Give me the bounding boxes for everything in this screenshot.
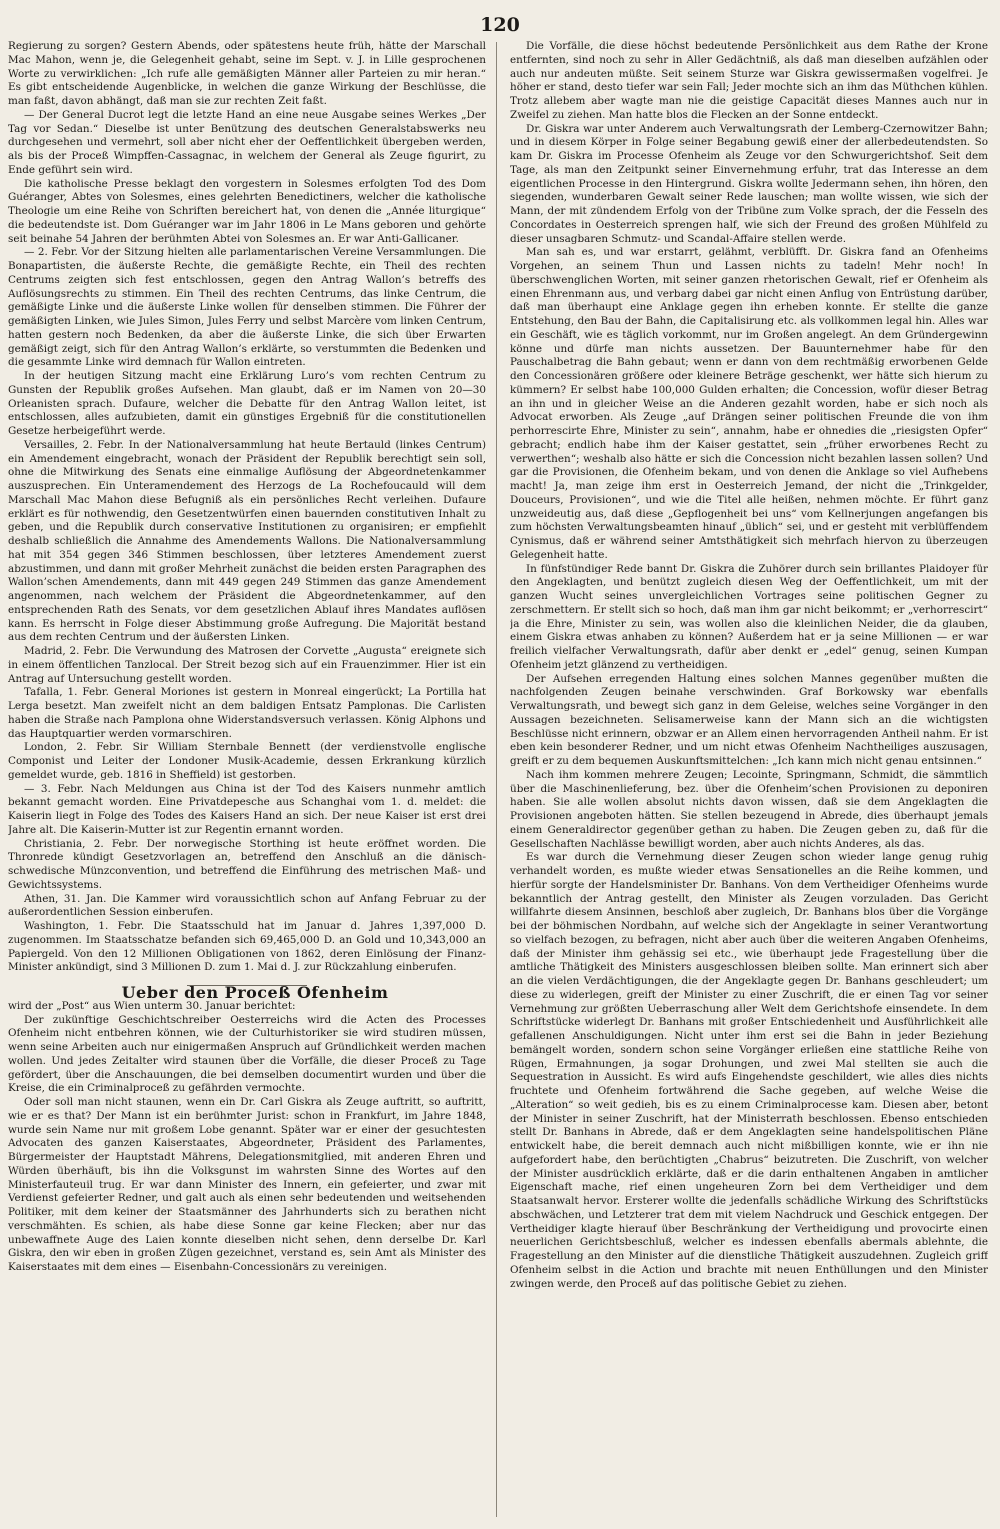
article-paragraph: Athen, 31. Jan. Die Kammer wird voraussichtlich schon auf Anfang Februar zu der außerordentlichen Session einberufen. [8, 892, 486, 919]
article-paragraph: — 2. Febr. Vor der Sitzung hielten alle parlamentarischen Vereine Versammlungen. Die Bonapartisten, die äußerste Rechte, die gemäßigte Rechte, ein Theil des rechten Centrums zeigten sich fest entschlossen, gegen den Antrag Wallon’s betreffs des Auflösungsrechts zu stimmen. Ein Theil des rechten Centrums, das linke Centrum, die gemäßigte Linke und die äußerste Linke wollen für denselben stimmen. Die Führer der gemäßigten Linken, wie Jules Simon, Jules Ferry und selbst Marcère vom linken Centrum, hatten gestern noch Bedenken, da aber die äußerste Linke, die sich über Erwarten gemäßigt zeigt, sich für den Antrag Wallon’s erklärte, so verstummten die Bedenken und die gesammte Linke wird demnach für Wallon eintreten. [8, 246, 486, 369]
article-paragraph: Christiania, 2. Febr. Der norwegische Storthing ist heute eröffnet worden. Die Thronrede kündigt Gesetzvorlagen an, betreffend den Anschluß an die dänisch-schwedische Münzconvention, und betreffend die Einführung des metrischen Maß- und Gewichtssystems. [8, 837, 486, 891]
left-column [8, 40, 486, 1520]
article-paragraph: Tafalla, 1. Febr. General Moriones ist gestern in Monreal eingerückt; La Portilla hat Lerga besetzt. Man zweifelt nicht an dem baldigen Entsatz Pamplonas. Die Carlisten haben die Straße nach Pamplona ohne Widerstandsversuch verlassen. König Alphons und das Hauptquartier werden vormarschiren. [8, 686, 486, 740]
article-paragraph: Die katholische Presse beklagt den vorgestern in Solesmes erfolgten Tod des Dom Guéranger, Abtes von Solesmes, eines gelehrten Benedictiners, welcher die katholische Theologie um eine Reihe von Schriften bereichert hat, von denen die „Année liturgique“ die bedeutendste ist. Dom Guéranger war im Jahr 1806 in Le Mans geboren und gehörte seit beinahe 54 Jahren der berühmten Abtei von Solesmes an. Er war Anti-Gallicaner. [8, 177, 486, 245]
article-paragraph: Es war durch die Vernehmung dieser Zeugen schon wieder lange genug ruhig verhandelt worden, es mußte wieder etwas Sensationelles an die Reihe kommen, und hierfür sorgte der Handelsminister Dr. Banhans. Von dem Vertheidiger Ofenheims wurde bekanntlich der Antrag gestellt, den Minister als Zeugen vorzuladen. Das Gericht willfahrte diesem Ansinnen, beschloß aber zugleich, Dr. Banhans blos über die Vorgänge bei der böhmischen Nordbahn, auf welche sich der Angeklagte in seiner Verantwortung so vielfach bezogen, zu befragen, nicht aber auch über die weiteren Angaben Ofenheims, daß der Minister ihm gehässig sei etc., wie überhaupt jede Fragestellung über die amtliche Thätigkeit des Ministers ausgeschlossen bleiben sollte. Man erinnert sich aber an die vielen Verdächtigungen, die der Angeklagte gegen Dr. Banhans geschleudert; um diese zu widerlegen, greift der Minister zu einer Zuschrift, die er einen Tag vor seiner Vernehmung zur größten Ueberraschung aller Welt dem Gerichtshofe einsendete. In dem Schriftstücke widerlegt Dr. Banhans mit großer Entschiedenheit und Ausführlichkeit alle gefallenen Anschuldigungen. Nicht unter ihm erst sei die Bahn in jeder Beziehung bemängelt worden, sondern schon seine Vorgänger erließen eine stattliche Reihe von Rügen, Ermahnungen, ja sogar Drohungen, und zwei Mal stellten sie auch die Sequestration in Aussicht. Es wird aufs Eingehendste geschildert, wie alles dies nichts fruchtete und Ofenheim fortwährend die Sache gegeben, auf welche Weise die „Alteration“ so weit gedieh, bis es zu einem Criminalprocesse kam. Diesen aber, betont der Minister in seiner Zuschrift, hat der Ministerrath beschlossen. Ebenso entschieden stellt Dr. Banhans in Abrede, daß er dem Angeklagten seine handelspolitischen Pläne entwickelt habe, die bereit demnach auch nicht mißbilligen konnte, wie er ihn nie aufgefordert habe, den berüchtigten „Chabrus“ beizutreten. Die Zuschrift, von welcher der Minister ausdrücklich erklärte, daß er die darin enthaltenen Angaben in amtlicher Eigenschaft mache, rief einen ungeheuren Zorn bei dem Vertheidiger und dem Staatsanwalt hervor. Ersterer wollte die jedenfalls schädliche Wirkung des Schriftstücks abschwächen, und Letzterer trat dem mit vielem Nachdruck und Geschick entgegen. Der Vertheidiger klagte hierauf über Beschränkung der Vertheidigung und provocirte einen neuerlichen Gerichtsbeschluß, welcher es indessen ebenfalls abermals ablehnte, die Fragestellung an den Minister auf die dienstliche Thätigkeit auszudehnen. Zugleich griff Ofenheim selbst in die Action und brachte mit neuen Enthüllungen und den Minister zwingen werde, den Proceß auf das politische Gebiet zu ziehen. [510, 851, 988, 1290]
section-title: Ueber den Proceß Ofenheim [121, 983, 389, 1002]
article-paragraph: Regierung zu sorgen? Gestern Abends, oder spätestens heute früh, hätte der Marschall Mac Mahon, wenn je, die Gelegenheit gehabt, seine im Sept. v. J. in Lille gesprochenen Worte zu verwirklichen: „Ich rufe alle gemäßigten Männer aller Parteien zu mir heran.“ Es gibt entscheidende Augenblicke, in welchen die ganze Wirkung der Beschlüsse, die man faßt, davon abhängt, daß man sie zur rechten Zeit faßt. [8, 40, 486, 107]
article-paragraph: — 3. Febr. Nach Meldungen aus China ist der Tod des Kaisers nunmehr amtlich bekannt gemacht worden. Eine Privatdepesche aus Schanghai vom 1. d. meldet: die Kaiserin liegt in Folge des Todes des Kaisers Hand an sich. Der neue Kaiser ist erst drei Jahre alt. Die Kaiserin-Mutter ist zur Regentin ernannt worden. [8, 782, 486, 836]
article-paragraph: Madrid, 2. Febr. Die Verwundung des Matrosen der Corvette „Augusta“ ereignete sich in einem öffentlichen Tanzlocal. Der Streit bezog sich auf ein Frauenzimmer. Hier ist ein Antrag auf Untersuchung gestellt worden. [8, 645, 486, 685]
page-number: 120 [480, 14, 520, 36]
right-column [510, 40, 988, 1520]
section-intro: wird der „Post“ aus Wien unterm 30. Januar berichtet: [8, 999, 296, 1012]
article-paragraph: Versailles, 2. Febr. In der Nationalversammlung hat heute Bertauld (linkes Centrum) ein Amendement eingebracht, wonach der Präsident der Republik berechtigt sein soll, ohne die Mitwirkung des Senats eine einmalige Auflösung der Abgeordnetenkammer auszusprechen. Ein Unteramendement des Herzogs de La Rochefoucauld will dem Marschall Mac Mahon diese Befugniß als ein persönliches Recht verleihen. Dufaure erklärt es für nothwendig, den Gesetzentwürfen einen bauernden constitutiven Inhalt zu geben, und die Republik durch conservative Institutionen zu organisiren; er empfiehlt deshalb schließlich die Annahme des Amendements Wallons. Die Nationalversammlung hat mit 354 gegen 346 Stimmen beschlossen, über letzteres Amendement zuerst abzustimmen, und dann mit großer Mehrheit zunächst die beiden ersten Paragraphen des Wallon’schen Amendements, dann mit 449 gegen 249 Stimmen das ganze Amendement angenommen, nach welchem der Präsident die Abgeordnetenkammer, auf den entsprechenden Rath des Senats, vor dem gesetzlichen Ablauf ihres Mandates auflösen kann. Es herrscht in Folge dieser Abstimmung große Aufregung. Die Majorität bestand aus dem rechten Centrum und der äußersten Linken. [8, 438, 486, 644]
article-paragraph: Der zukünftige Geschichtschreiber Oesterreichs wird die Acten des Processes Ofenheim nicht entbehren können, wie der Culturhistoriker sie wird studiren müssen, wenn seine Arbeiten auch nur einigermaßen Anspruch auf Gründlichkeit werden machen wollen. Und jedes Zeitalter wird staunen über die Vorfälle, die dieser Proceß zu Tage gefördert, über die Anschauungen, die bei demselben documentirt wurden und über die Kreise, die ein Criminalproceß zu gefährden vermochte. [8, 1013, 486, 1095]
article-paragraph: — Der General Ducrot legt die letzte Hand an eine neue Ausgabe seines Werkes „Der Tag vor Sedan.“ Dieselbe ist unter Benützung des deutschen Generalstabswerks neu durchgesehen und vermehrt, soll aber nicht eher der Oeffentlichkeit übergeben werden, als bis der Proceß Wimpffen-Cassagnac, in welchem der General als Zeuge figurirt, zu Ende geführt sein wird. [8, 108, 486, 176]
article-paragraph: Washington, 1. Febr. Die Staatsschuld hat im Januar d. Jahres 1,397,000 D. zugenommen. Im Staatsschatze befanden sich 69,465,000 D. an Gold und 10,343,000 an Papiergeld. Von den 12 Millionen Obligationen von 1862, deren Einlösung der Finanz-Minister ankündigt, sind 3 Millionen D. zum 1. Mai d. J. zur Rückzahlung einberufen. [8, 920, 486, 974]
article-paragraph: In fünfstündiger Rede bannt Dr. Giskra die Zuhörer durch sein brillantes Plaidoyer für den Angeklagten, und benützt zugleich diesen Weg der Oeffentlichkeit, um mit der ganzen Wucht seines unvergleichlichen Vortrages seine politischen Gegner zu zerschmettern. Er stellt sich so hoch, daß man ihm gar nicht beikommt; er „verhorrescirt“ ja die Ehre, Minister zu sein, was wollen also die kleinlichen Neider, die da glauben, einem Giskra etwas anhaben zu können? Außerdem hat er ja seine Millionen — er war freilich vielfacher Verwaltungsrath, dafür aber denkt er „edel“ genug, seinen Kumpan Ofenheim jetzt glänzend zu vertheidigen. [510, 562, 988, 671]
article-paragraph: In der heutigen Sitzung macht eine Erklärung Luro’s vom rechten Centrum zu Gunsten der Republik großes Aufsehen. Man glaubt, daß er im Namen von 20—30 Orleanisten sprach. Dufaure, welcher die Debatte für den Antrag Wallon leitet, ist entschlossen, alles aufzubieten, damit ein günstiges Ergebniß für die constitutionellen Gesetze herbeigeführt werde. [8, 370, 486, 437]
column-divider [496, 42, 497, 1517]
article-paragraph: Man sah es, und war erstarrt, gelähmt, verblüfft. Dr. Giskra fand an Ofenheims Vorgehen, an seinem Thun und Lassen nichts zu tadeln! Mehr noch! In überschwenglichen Worten, mit seiner ganzen rhetorischen Gewalt, rief er Ofenheim als einen Ehrenmann aus, und verbarg dabei gar nicht einen Anflug von Entrüstung darüber, daß man überhaupt eine Anklage gegen ihn erheben konnte. Er stellte die ganze Entstehung, den Bau der Bahn, die Capitalisirung etc. als vollkommen legal hin. Alles war ein Geschäft, wie es täglich vorkommt, nur im Großen angelegt. An dem Gründergewinn könne und dürfe man nichts aussetzen. Der Bauunternehmer habe für den Pauschalbetrag die Bahn gebaut; wenn er dann von dem rechtmäßig erworbenen Gelde den Concessionären größere oder kleinere Beträge geschenkt, wer hätte sich hierum zu kümmern? Er selbst habe 100,000 Gulden erhalten; die Concession, wofür dieser Betrag an ihn und in gleicher Weise an die Anderen gezahlt worden, habe er sich noch als Advocat erworben. Als Zeuge „auf Drängen seiner politischen Freunde die von ihm perhorrescirte Ehre, Minister zu sein“, annahm, habe er ohnedies die „riesigsten Opfer“ gebracht; endlich habe ihm der Kaiser gestattet, sein „früher erworbenes Recht zu verwerthen“; weshalb also hätte er sich die Concession nicht bezahlen lassen sollen? Und gar die Provisionen, die Ofenheim bekam, und von denen die Anklage so viel Aufhebens macht! Ja, man zeige ihm erst in Oesterreich Jemand, der nicht die „Trinkgelder, Douceurs, Provisionen“, und wie die Titel alle heißen, nehmen möchte. Er führt ganz unzweideutig aus, daß diese „Gepflogenheit bei uns“ vom Kellnerjungen angefangen bis zum höchsten Verwaltungsbeamten hinauf „üblich“ sei, und er gesteht mit verblüffendem Cynismus, daß er während seiner Amtsthätigkeit sich mehrfach hiervon zu überzeugen Gelegenheit hatte. [510, 246, 988, 561]
article-paragraph: Nach ihm kommen mehrere Zeugen; Lecointe, Springmann, Schmidt, die sämmtlich über die Maschinenlieferung, bez. über die Ofenheim’schen Provisionen zu deponiren haben. Sie alle wollen absolut nichts davon wissen, daß sie dem Angeklagten die Provisionen angeboten hätten. Sie stellen bezeugend in Abrede, dies überhaupt jemals einem Generaldirector gegenüber gethan zu haben. Die Zeugen geben zu, daß für die Gesellschaften Nachlässe bewilligt worden, aber auch nichts Anderes, als das. [510, 768, 988, 850]
article-paragraph: Dr. Giskra war unter Anderem auch Verwaltungsrath der Lemberg-Czernowitzer Bahn; und in diesem Körper in Folge seiner Begabung gewiß einer der allerbedeutendsten. So kam Dr. Giskra im Processe Ofenheim als Zeuge vor den Schwurgerichtshof. Seit dem Tage, als man den Zeitpunkt seiner Einvernehmung erfuhr, trat das Interesse an dem eigentlichen Processe in den Hintergrund. Giskra wollte Jedermann sehen, ihn hören, den siegenden, wunderbaren Gewalt seiner Rede lauschen; man wollte wissen, wie sich der Mann, der mit zündendem Erfolg von der Tribüne zum Volke sprach, der die Fesseln des Concordates in Oesterreich sprengen half, wie sich der Freund des großen Mühlfeld zu dieser unsagbaren Schmutz- und Scandal-Affaire stellen werde. [510, 122, 988, 245]
article-paragraph: Die Vorfälle, die diese höchst bedeutende Persönlichkeit aus dem Rathe der Krone entfernten, sind noch zu sehr in Aller Gedächtniß, als daß man dieselben aufzählen oder auch nur andeuten müßte. Seit seinem Sturze war Giskra gewissermaßen vogelfrei. Je höher er stand, desto tiefer war sein Fall; Jeder mochte sich an ihm das Müthchen kühlen. Trotz allebem aber wagte man nie die geistige Capacität dieses Mannes auch nur in Zweifel zu ziehen. Man hatte blos die Flecken an der Sonne entdeckt. [510, 40, 988, 121]
article-paragraph: London, 2. Febr. Sir William Sternbale Bennett (der verdienstvolle englische Componist und Leiter der Londoner Musik-Academie, dessen Erkrankung kürzlich gemeldet wurde, geb. 1816 in Sheffield) ist gestorben. [8, 741, 486, 781]
article-paragraph: Der Aufsehen erregenden Haltung eines solchen Mannes gegenüber mußten die nachfolgenden Zeugen beinahe verschwinden. Graf Borkowsky war ebenfalls Verwaltungsrath, und bewegt sich ganz in dem Geleise, welches seine Vorgänger in den Aussagen bezeichneten. Selisamerweise kann der Mann sich an die wichtigsten Beschlüsse nicht erinnern, obzwar er an Allem einen hervorragenden Antheil nahm. Er ist eben kein besonderer Redner, und um nicht etwas Ofenheim Nachtheiliges auszusagen, greift er zu dem bequemen Auskunftsmittelchen: „Ich kann mich nicht genau entsinnen.“ [510, 672, 988, 767]
article-paragraph: Oder soll man nicht staunen, wenn ein Dr. Carl Giskra als Zeuge auftritt, so auftritt, wie er es that? Der Mann ist ein berühmter Jurist: schon in Frankfurt, im Jahre 1848, wurde sein Name nur mit großem Lobe genannt. Später war er einer der gesuchtesten Advocaten des ganzen Kaiserstaates, Abgeordneter, Präsident des Parlamentes, Bürgermeister der Hauptstadt Mährens, Delegationsmitglied, mit anderen Ehren und Würden überhäuft, bis ihn die Volksgunst im wahrsten Sinne des Wortes auf den Ministerfauteuil trug. Er war dann Minister des Innern, ein gefeierter, und zwar mit Verdienst gefeierter Redner, und galt auch als einen sehr bedeutenden und weitsehenden Politiker, mit dem keiner der Staatsmänner des Jahrhunderts sich zu berathen nicht verschmähten. Es schien, als habe diese Sonne gar keine Flecken; aber nur das unbewaffnete Auge des Laien konnte dieselben nicht sehen, denn derselbe Dr. Karl Giskra, den wir eben in großen Zügen gezeichnet, verstand es, sein Amt als Minister des Kaiserstaates mit dem eines — Eisenbahn-Concessionärs zu vereinigen. [8, 1096, 486, 1273]
